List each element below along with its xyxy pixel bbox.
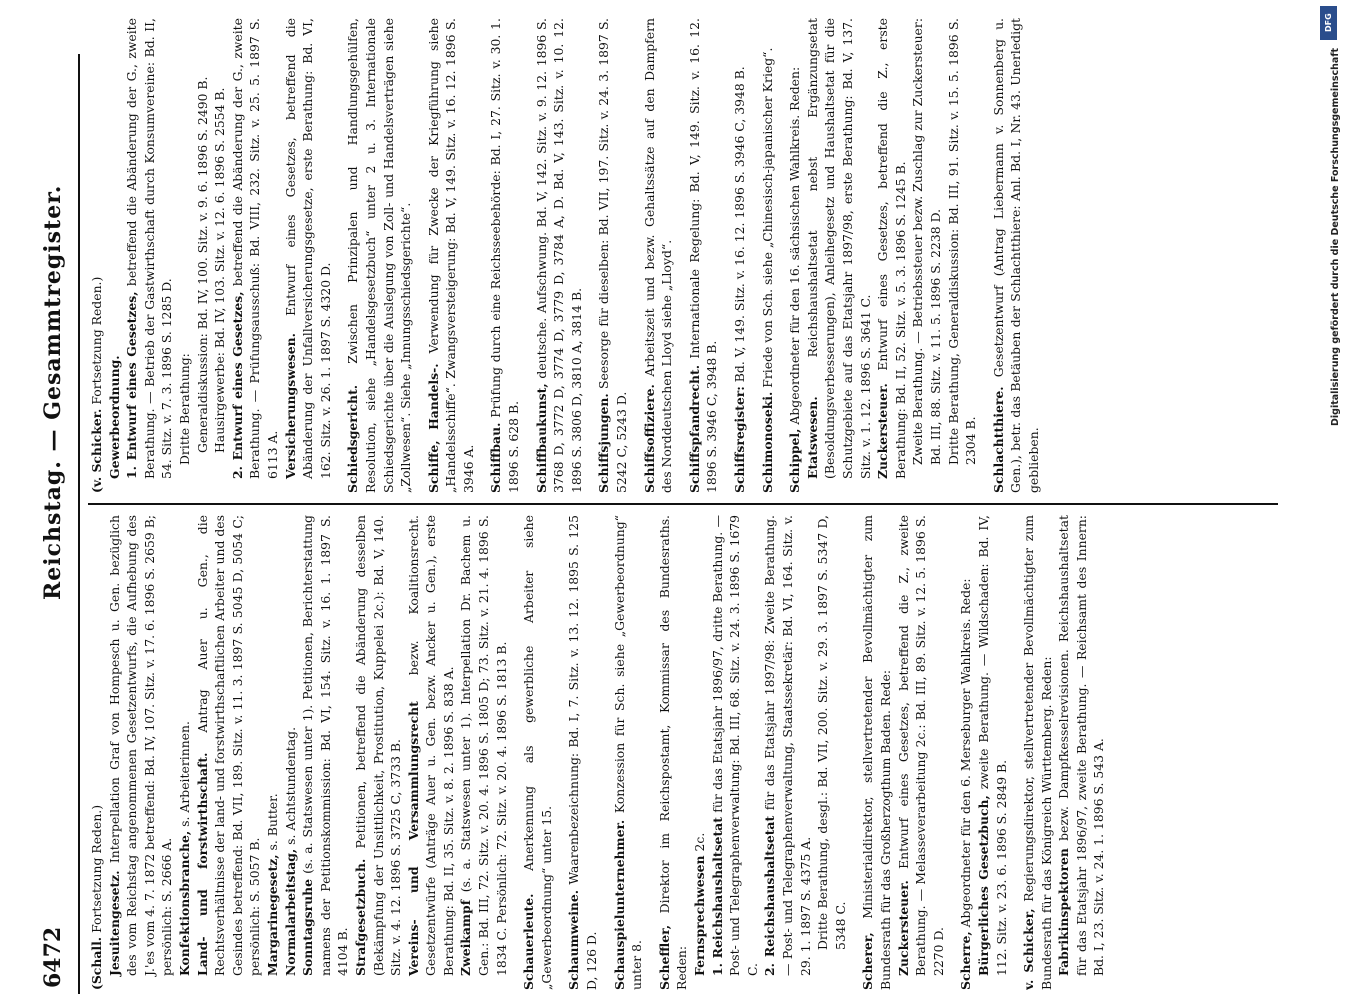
entry-text: Abgeordneter für den 16. sächsischen Wahlkreis. Reden: bbox=[787, 66, 803, 425]
entry-text: Seesorge für dieselben: Bd. VII, 197. Sitz. v. 24. 3. 1897 S. 5242 C, 5243 D. bbox=[596, 18, 630, 493]
entry-heading: Vereins- und Versammlungsrecht bbox=[405, 701, 421, 976]
index-entry bbox=[691, 515, 709, 990]
index-entry bbox=[909, 18, 944, 493]
entry-text: Entwurf eines Gesetzes, betreffend die Abänderung der Unfallversicherungsgesetze, erste Berathung: Bd. VI, 162. Sitz. v. 26. 1. 1897 S. 4320 D. bbox=[282, 18, 333, 479]
header-rule bbox=[78, 54, 80, 994]
entry-heading: Margarinegesetz, bbox=[264, 854, 280, 976]
index-entry bbox=[565, 515, 600, 990]
entry-heading: Normalarbeitstag, bbox=[282, 848, 298, 976]
entry-text: Internationale Regelung: Bd. V, 149. Sitz. v. 16. 12. 1896 S. 3946 C, 3948 B. bbox=[686, 18, 720, 493]
entry-text: s. Arbeiterinnen. bbox=[176, 721, 192, 827]
right-column bbox=[88, 18, 1278, 493]
entry-text: Zwischen Prinzipalen und Handlungsgehülfen, Resolution, siehe „Handelsgesetzbuch“ unter 2 u. 3. Internationale Schiedsgerichte über die Auslegung von Zoll- und Handelsverträgen siehe „Zollwesen“. Siehe „Innungsschiedsgerichte“. bbox=[345, 18, 414, 493]
entry-text: Friede von Sch. siehe „Chinesisch-japanischer Krieg“. bbox=[759, 47, 775, 388]
entry-heading: (v. Schicker. bbox=[89, 408, 104, 493]
index-entry bbox=[425, 18, 478, 493]
entry-heading: Sonntagsruhe bbox=[300, 878, 316, 976]
index-entry bbox=[176, 515, 194, 990]
index-entry bbox=[945, 18, 980, 493]
index-entry bbox=[264, 515, 282, 990]
left-column bbox=[88, 515, 1278, 990]
entry-text: Waarenbezeichnung: Bd. I, 7. Sitz. v. 13. 12. 1895 S. 125 D, 126 D. bbox=[566, 515, 600, 990]
entry-text: betreffend die Abänderung der G., zweite Berathung. — Prüfungsausschuß: Bd. VIII, 232. Sitz. v. 25. 5. 1897 S. 6113 A. bbox=[229, 18, 280, 479]
entry-text: Arbeitszeit und bezw. Gehaltssätze auf den Dampfern des Norddeutschen Lloyd siehe „Lloyd“. bbox=[641, 18, 675, 493]
entry-heading: 1. Entwurf eines Gesetzes, bbox=[124, 291, 140, 479]
entry-heading: (Schall. bbox=[89, 936, 104, 990]
index-entry bbox=[533, 18, 586, 493]
index-entry bbox=[106, 18, 124, 493]
entry-text: Dritte Berathung: bbox=[176, 353, 192, 465]
entry-text: Direktor im Reichspostamt, Kommissar des Bundesraths. Reden: bbox=[656, 515, 690, 990]
entry-text: (s. a. Statswesen unter 1). Petitionen, Berichterstattung namens der Petitionskommission: Bd. VI, 154. Sitz. v. 16. 1. 1897 S. 4104 B. bbox=[300, 515, 351, 976]
digitization-note: Digitalisierung gefördert durch die Deutsche Forschungsgemeinschaft bbox=[1330, 48, 1341, 426]
index-entry bbox=[282, 18, 335, 493]
entry-text: Hausirgewerbe: Bd. IV, 103. Sitz. v. 12. 6. 1896 S. 2554 B. bbox=[212, 87, 228, 453]
entry-heading: Versicherungswesen. bbox=[282, 333, 298, 479]
index-entry bbox=[88, 515, 106, 990]
index-entry bbox=[895, 515, 948, 990]
entry-text: Fortsetzung Reden.) bbox=[89, 276, 104, 405]
entry-text: Antrag Auer u. Gen., die Rechtsverhältnisse der land- und forstwirthschaftlichen Arbeiter und des Gesindes betreffend: Bd. VII, 189. Sitz. v. 11. 3. 1897 S. 5045 D, 5054 C; persönlich: S. 5057 B. bbox=[194, 515, 263, 976]
entry-text: Generaldiskussion: Bd. IV, 100. Sitz. v. 9. 6. 1896 S. 2490 B. bbox=[194, 76, 210, 453]
index-entry bbox=[194, 515, 264, 990]
entry-heading: Fabrikinspektoren bbox=[1056, 848, 1072, 976]
index-entry bbox=[1020, 515, 1055, 990]
index-entry bbox=[990, 18, 1043, 493]
entry-heading: Schimonoseki. bbox=[759, 391, 775, 493]
index-entry bbox=[106, 515, 176, 990]
entry-heading: Schiffspfandrecht. bbox=[686, 364, 702, 493]
entry-text: bezw. Koalitionsrecht. Gesetzentwürfe (Anträge Auer u. Gen. bezw. Ancker u. Gen.), erste Berathung: Bd. II, 35. Sitz. v. 8. 2. 1896 S. 838 A. bbox=[405, 515, 456, 976]
entry-text: (s. a. Statswesen unter 1). Interpellation Dr. Bachem u. Gen.: Bd. III, 72. Sitz. v. 20. 4. 1896 S. 1805 D; 73. Sitz. v. 21. 4. 1896 S. 1834 C. Persönlich: 72. Sitz. v. 20. 4. 1896 S. 1813 B. bbox=[458, 515, 509, 976]
page-header bbox=[40, 0, 80, 1000]
index-entry bbox=[975, 515, 1010, 990]
index-entry bbox=[344, 18, 414, 493]
index-entry bbox=[1055, 515, 1108, 990]
entry-heading: Schauerleute. bbox=[521, 893, 537, 990]
entry-text: deutsche. Aufschwung. Bd. V, 142. Sitz. v. 9. 12. 1896 S. 3768 D, 3772 D, 3774 D, 3779 D, 3784 A, D. Bd. V, 143. Sitz. v. 10. 12. 1896 S. 3806 D, 3810 A, 3814 B. bbox=[533, 18, 584, 493]
entry-heading: Schaumweine. bbox=[566, 889, 582, 990]
index-entry bbox=[123, 18, 176, 493]
index-entry bbox=[641, 18, 676, 493]
index-entry bbox=[176, 18, 194, 493]
entry-heading: Schiffsoffiziere. bbox=[641, 384, 657, 493]
entry-text: Konzession für Sch. siehe „Gewerbeordnung“ unter 8. bbox=[611, 515, 645, 990]
entry-heading: Zuckersteuer. bbox=[875, 383, 891, 479]
entry-heading: Schiffsregister: bbox=[732, 386, 747, 493]
index-entry bbox=[229, 18, 282, 493]
index-entry bbox=[487, 18, 522, 493]
entry-heading: Zuckersteuer. bbox=[895, 880, 911, 976]
entry-text: Entwurf eines Gesetzes, betreffend die Z., zweite Berathung. — Melasseverarbeitung 2c.: Bd. III, 89. Sitz. v. 12. 5. 1896 S. 2270 D. bbox=[895, 515, 946, 976]
index-entry bbox=[520, 515, 555, 990]
entry-heading: Zweikampf bbox=[458, 899, 474, 976]
index-entry bbox=[814, 515, 849, 990]
entry-heading: Jesuitengesetz. bbox=[106, 870, 122, 976]
entry-text: Reichshaushaltsetat nebst Ergänzungsetat (Besoldungsverbesserungen), Anleihegesetz und Haushaltsetat für die Schutzgebiete auf das Etatsjahr 1897/98, erste Berathung: Bd. V, 137. Sitz. v. 1. 12. 1896 S. 3641 C. bbox=[804, 18, 873, 479]
index-entry bbox=[282, 515, 300, 990]
page-number: 6472 bbox=[40, 926, 66, 988]
entry-heading: v. Schicker, bbox=[1021, 908, 1037, 990]
entry-heading: Gewerbeordnung. bbox=[106, 355, 122, 479]
entry-text: Dritte Berathung, Generaldiskussion: Bd. III, 91. Sitz. v. 15. 5. 1896 S. 2304 B. bbox=[945, 18, 979, 465]
index-entry bbox=[686, 18, 721, 493]
entry-heading: Scherre, bbox=[958, 931, 974, 990]
index-entry bbox=[88, 18, 106, 493]
index-entry bbox=[211, 18, 229, 493]
entry-heading: Schippel, bbox=[787, 428, 803, 493]
entry-text: Fortsetzung Reden.) bbox=[89, 804, 104, 933]
entry-text: Ministerialdirektor, stellvertretender Bevollmächtigter zum Bundesrath für das Großherzogthum Baden. Rede: bbox=[860, 515, 893, 990]
index-entry bbox=[405, 515, 458, 990]
entry-heading: Scheffler, bbox=[656, 924, 672, 990]
entry-text: 2c. bbox=[692, 832, 707, 852]
entry-heading: Scherer, bbox=[860, 932, 876, 990]
entry-text: Verwendung für Zwecke der Kriegführung siehe „Handelsschiffe“. Zwangsversteigerung: Bd. V, 149. Sitz. v. 16. 12. 1896 S. 3946 A. bbox=[425, 18, 476, 493]
entry-heading: Schauspielunternehmer. bbox=[611, 819, 627, 990]
dfg-logo: DFG bbox=[1320, 6, 1337, 40]
entry-heading: Schiffbau. bbox=[488, 422, 504, 493]
index-entry bbox=[759, 18, 777, 493]
entry-heading: Bürgerliches Gesetzbuch, bbox=[975, 795, 991, 976]
entry-text: Prüfung durch eine Reichsseebehörde: Bd. I, 27. Sitz. v. 30. 1. 1896 S. 628 B. bbox=[488, 18, 522, 493]
entry-text: Abgeordneter für den 6. Merseburger Wahlkreis. Rede: bbox=[958, 578, 974, 928]
entry-heading: Land- und forstwirthschaft. bbox=[194, 752, 210, 976]
entry-heading: Schlachtthiere. bbox=[990, 386, 1006, 493]
entry-text: Regierungsdirektor, stellvertretender Bevollmächtigter zum Bundesrath für das Königreich Württemberg. Reden: bbox=[1021, 515, 1054, 990]
entry-text: betreffend die Abänderung der G., zweite Berathung. — Betrieb der Gastwirthschaft durch Konsumvereine: Bd. II, 54. Sitz. v. 7. 3. 1896 S. 1285 D. bbox=[124, 18, 175, 479]
entry-text: Zweite Berathung. — Betriebssteuer bezw. Zuschlag zur Zuckersteuer: Bd. III, 88. Sitz. v. 11. 5. 1896 S. 2238 D. bbox=[910, 18, 943, 465]
index-entry bbox=[299, 515, 352, 990]
entry-heading: Schiffsjungen. bbox=[596, 393, 612, 493]
index-entry bbox=[859, 515, 894, 990]
column-divider bbox=[88, 503, 1278, 505]
entry-heading: Fernsprechwesen bbox=[692, 855, 707, 976]
entry-text: Petitionen, betreffend die Abänderung desselben (Bekämpfung der Unsittlichkeit, Prostitution, Kuppelei 2c.): Bd. V, 140. Sitz. v. 4. 12. 1896 S. 3725 C, 3733 B. bbox=[352, 515, 404, 976]
index-entry bbox=[352, 515, 405, 990]
entry-heading: Konfektionsbranche, bbox=[176, 830, 192, 976]
index-entry bbox=[957, 515, 975, 990]
entry-text: für das Etatsjahr 1897/98: Zweite Berathung. — Post- und Telegraphenverwaltung, Staatssekretär: Bd. VI, 164. Sitz. v. 29. 1. 1897 S. 4375 A. bbox=[762, 515, 813, 976]
index-entry bbox=[709, 515, 762, 990]
entry-text: Gesetzentwurf (Antrag Liebermann v. Sonnenberg u. Gen.), betr. das Betäuben der Schlachtthiere: Anl. Bd. I, Nr. 43. Unerledigt geblieben. bbox=[990, 18, 1041, 493]
entry-text: Interpellation Graf von Hompesch u. Gen. bezüglich des vom Reichstag angenommenen Gesetzentwurfs, die Aufhebung des J.'es vom 4. 7. 1872 betreffend: Bd. IV, 107. Sitz. v. 17. 6. 1896 S. 2659 B; persönlich: S. 2666 A. bbox=[106, 515, 175, 976]
entry-heading: Schiedsgericht. bbox=[345, 384, 361, 493]
entry-text: Anerkennung als gewerbliche Arbeiter siehe „Gewerbeordnung“ unter 15. bbox=[521, 515, 554, 990]
index-entry bbox=[804, 18, 874, 493]
entry-text: Dritte Berathung, desgl.: Bd. VII, 200. Sitz. v. 29. 3. 1897 S. 5347 D, 5348 C. bbox=[815, 515, 848, 950]
index-entry bbox=[611, 515, 646, 990]
index-entry bbox=[656, 515, 691, 990]
index-entry bbox=[595, 18, 630, 493]
entry-text: bezw. Dampfkesselrevisionen. Reichshaushaltsetat für das Etatsjahr 1896/97, zweite Berathung. — Reichsamt des Innern: Bd. I, 23. Sitz. v. 24. 1. 1896 S. 543 A. bbox=[1056, 515, 1107, 976]
index-entry bbox=[194, 18, 212, 493]
entry-heading: 1. Reichshaushaltsetat bbox=[709, 817, 725, 976]
entry-text: Entwurf eines Gesetzes, betreffend die Z., erste Berathung: Bd. II, 52. Sitz. v. 5. 3. 1896 S. 1245 B. bbox=[875, 18, 908, 479]
entry-heading: Etatswesen. bbox=[804, 396, 820, 479]
entry-heading: 2. Reichshaushaltsetat bbox=[762, 815, 778, 976]
entry-heading: 2. Entwurf eines Gesetzes, bbox=[229, 291, 245, 479]
entry-text: für das Etatsjahr 1896/97, dritte Berathung. — Post- und Telegraphenverwaltung: Bd. III, 68. Sitz. v. 24. 3. 1896 S. 1679 C. bbox=[709, 515, 760, 976]
entry-heading: Schiffbaukunst, bbox=[533, 383, 549, 493]
index-entry bbox=[874, 18, 909, 493]
index-entry bbox=[786, 18, 804, 493]
entry-text: s. Achtstundentag. bbox=[282, 726, 298, 845]
entry-heading: Schiffe, Handels-. bbox=[425, 363, 441, 493]
entry-text: Bd. V, 149. Sitz. v. 16. 12. 1896 S. 3946 C, 3948 B. bbox=[732, 66, 747, 383]
entry-text: zweite Berathung. — Wildschaden: Bd. IV, 112. Sitz. v. 23. 6. 1896 S. 2849 B. bbox=[975, 515, 1009, 976]
index-entry bbox=[761, 515, 814, 990]
entry-heading: Strafgesetzbuch. bbox=[352, 858, 368, 976]
running-title: Reichstag. — Gesammtregister. bbox=[40, 184, 66, 600]
index-entry bbox=[457, 515, 510, 990]
entry-text: s. Butter. bbox=[264, 793, 280, 851]
index-entry bbox=[731, 18, 749, 493]
